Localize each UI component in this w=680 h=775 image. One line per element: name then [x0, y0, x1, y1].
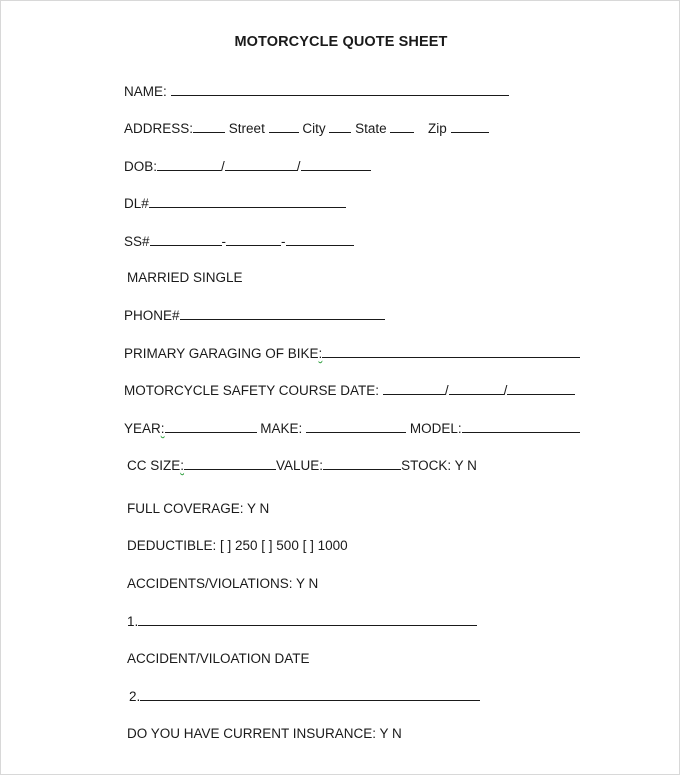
- value-label: VALUE:: [276, 458, 324, 473]
- ss-part-1-field[interactable]: [150, 233, 222, 246]
- item-2-label: 2.: [129, 689, 141, 704]
- dl-label: DL#: [124, 196, 149, 211]
- dob-slash-2: /: [296, 159, 301, 174]
- make-label: MAKE:: [260, 421, 303, 436]
- cc-size-label: CC SIZE: [127, 458, 181, 473]
- item-2-field[interactable]: [140, 688, 480, 701]
- garaging-colon: :: [318, 346, 323, 361]
- make-field[interactable]: [306, 420, 406, 433]
- safety-course-month-field[interactable]: [383, 382, 445, 395]
- vehicle-row: [124, 420, 580, 437]
- safety-course-row: [124, 382, 575, 399]
- ss-label: SS#: [124, 234, 150, 249]
- address-number-field[interactable]: [193, 120, 225, 133]
- cc-colon: :: [180, 458, 185, 473]
- form-title: MOTORCYCLE QUOTE SHEET: [234, 34, 448, 50]
- address-row: [124, 120, 489, 137]
- name-row: [124, 83, 509, 100]
- cc-size-field[interactable]: [184, 457, 276, 470]
- model-field[interactable]: [462, 420, 580, 433]
- dl-row: [124, 195, 346, 212]
- safety-course-year-field[interactable]: [507, 382, 575, 395]
- model-label: MODEL:: [409, 421, 462, 436]
- street-field[interactable]: [269, 120, 299, 133]
- marital-status[interactable]: MARRIED SINGLE: [127, 270, 243, 285]
- cc-row: [127, 457, 477, 474]
- city-label: City: [302, 121, 326, 136]
- dob-row: [124, 158, 371, 175]
- dob-month-field[interactable]: [157, 158, 221, 171]
- dob-day-field[interactable]: [225, 158, 297, 171]
- street-label: Street: [228, 121, 265, 136]
- garaging-field[interactable]: [322, 345, 580, 358]
- item-1-label: 1.: [127, 614, 139, 629]
- item-2-row: [129, 688, 480, 705]
- dl-field[interactable]: [149, 195, 346, 208]
- dob-label: DOB:: [124, 159, 158, 174]
- ss-part-2-field[interactable]: [226, 233, 281, 246]
- item-1-field[interactable]: [138, 613, 477, 626]
- ss-dash-1: -: [221, 234, 227, 249]
- full-coverage[interactable]: FULL COVERAGE: Y N: [127, 501, 270, 516]
- phone-label: PHONE#: [124, 308, 180, 323]
- value-field[interactable]: [323, 457, 401, 470]
- accident-date-label: ACCIDENT/VILOATION DATE: [127, 651, 310, 666]
- name-label: NAME:: [124, 84, 167, 99]
- current-insurance[interactable]: DO YOU HAVE CURRENT INSURANCE: Y N: [127, 726, 402, 741]
- year-field[interactable]: [165, 420, 257, 433]
- dob-year-field[interactable]: [301, 158, 371, 171]
- safety-course-label: MOTORCYCLE SAFETY COURSE DATE:: [124, 383, 380, 398]
- city-field[interactable]: [329, 120, 351, 133]
- deductible[interactable]: DEDUCTIBLE: [ ] 250 [ ] 500 [ ] 1000: [127, 538, 348, 553]
- stock-label[interactable]: STOCK: Y N: [401, 458, 477, 473]
- state-label: State: [355, 121, 387, 136]
- ss-row: [124, 233, 354, 250]
- garaging-row: [124, 345, 580, 362]
- phone-field[interactable]: [180, 307, 385, 320]
- safety-course-day-field[interactable]: [449, 382, 504, 395]
- ss-part-3-field[interactable]: [286, 233, 354, 246]
- address-label: ADDRESS:: [124, 121, 194, 136]
- dob-slash-1: /: [221, 159, 225, 174]
- zip-label: Zip: [427, 121, 447, 136]
- item-1-row: [127, 613, 477, 630]
- phone-row: [124, 307, 385, 324]
- accidents-violations[interactable]: ACCIDENTS/VIOLATIONS: Y N: [127, 576, 319, 591]
- safety-course-slash-1: /: [444, 383, 449, 398]
- state-field[interactable]: [390, 120, 414, 133]
- safety-course-slash-2: /: [503, 383, 508, 398]
- year-label: YEAR: [124, 421, 161, 436]
- zip-field[interactable]: [451, 120, 489, 133]
- garaging-label: PRIMARY GARAGING OF BIKE: [124, 346, 319, 361]
- name-field[interactable]: [171, 83, 509, 96]
- ss-dash-2: -: [281, 234, 286, 249]
- year-colon: :: [160, 421, 165, 436]
